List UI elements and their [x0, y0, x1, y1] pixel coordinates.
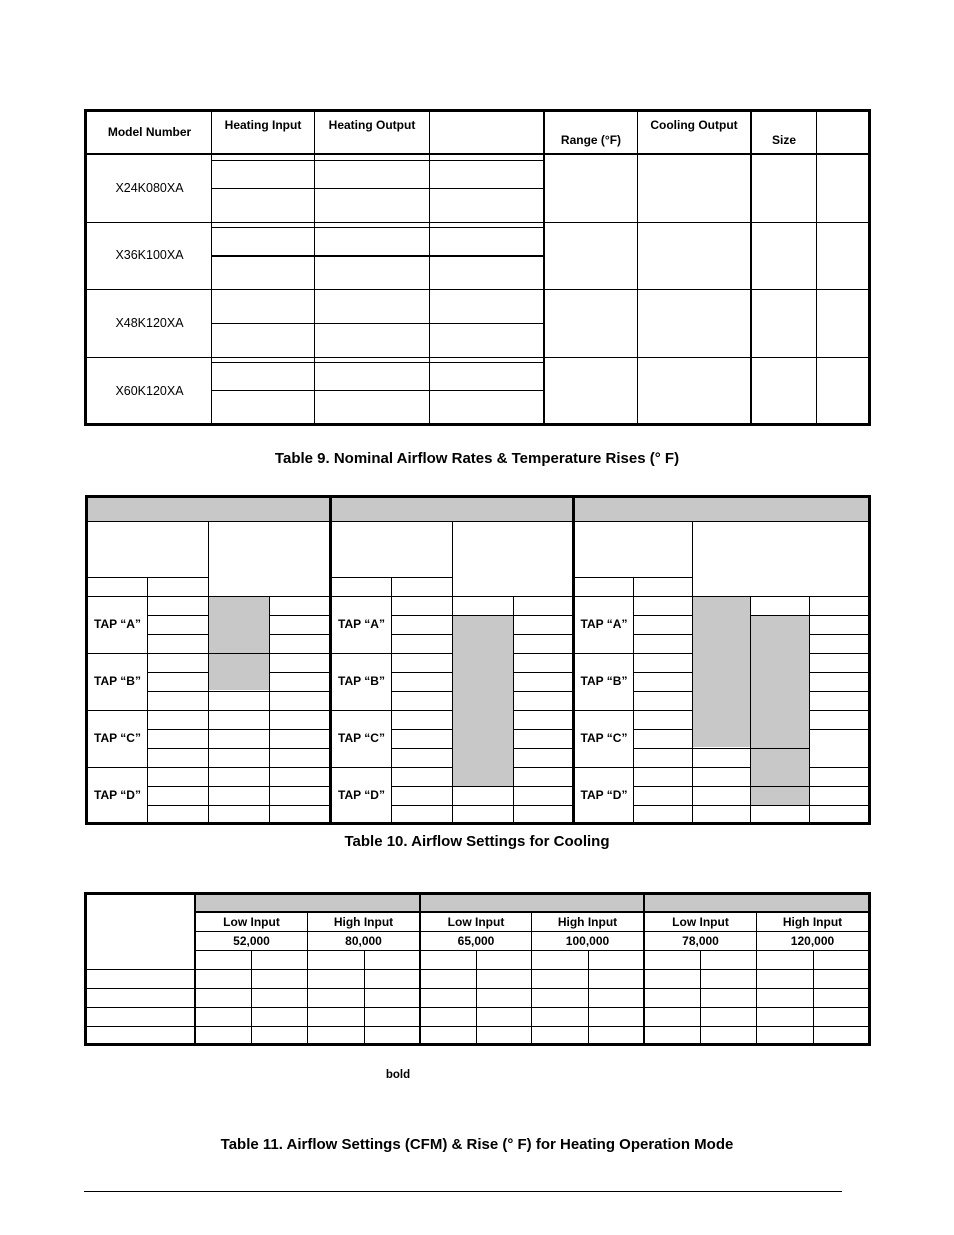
footer-rule	[84, 1191, 842, 1192]
tap-label: TAP “D”	[580, 788, 628, 802]
high-input-value: 120,000	[790, 934, 835, 948]
header-range: Range (°F)	[560, 133, 622, 147]
tap-label: TAP “A”	[338, 617, 385, 631]
tap-label: TAP “D”	[94, 788, 141, 802]
high-input-value: 80,000	[345, 934, 382, 948]
low-input-value: 65,000	[457, 934, 495, 948]
tap-label: TAP “C”	[580, 731, 628, 745]
low-input-value: 52,000	[233, 934, 270, 948]
table9-caption: Table 9. Nominal Airflow Rates & Temperature Rises (° F)	[274, 450, 680, 467]
tap-label: TAP “A”	[94, 617, 141, 631]
tap-label: TAP “B”	[94, 674, 141, 688]
high-input-value: 100,000	[565, 934, 610, 948]
low-input-value: 78,000	[682, 934, 719, 948]
table11-caption: Table 11. Airflow Settings (CFM) & Rise (° F) for Heating Operation Mode	[220, 1136, 734, 1153]
low-input-label: Low Input	[223, 915, 280, 929]
table10-caption: Table 10. Airflow Settings for Cooling	[344, 833, 610, 850]
tap-label: TAP “C”	[338, 731, 385, 745]
model-number: X60K120XA	[115, 384, 184, 398]
high-input-label: High Input	[333, 915, 394, 929]
tap-label: TAP “C”	[94, 731, 141, 745]
low-input-label: Low Input	[447, 915, 505, 929]
header-cooling-output: Cooling Output	[650, 118, 738, 132]
header-heating-input: Heating Input	[224, 118, 302, 132]
tap-label: TAP “A”	[580, 617, 628, 631]
header-size: Size	[771, 133, 796, 147]
high-input-label: High Input	[557, 915, 618, 929]
tap-label: TAP “B”	[580, 674, 628, 688]
low-input-label: Low Input	[672, 915, 729, 929]
model-number: X24K080XA	[115, 181, 184, 195]
tap-label: TAP “B”	[338, 674, 385, 688]
header-model-number: Model Number	[107, 125, 192, 139]
tap-label: TAP “D”	[338, 788, 385, 802]
model-number: X36K100XA	[115, 248, 184, 262]
model-number: X48K120XA	[115, 316, 184, 330]
note-bold: bold	[385, 1069, 411, 1081]
high-input-label: High Input	[782, 915, 843, 929]
header-heating-output: Heating Output	[328, 118, 416, 132]
